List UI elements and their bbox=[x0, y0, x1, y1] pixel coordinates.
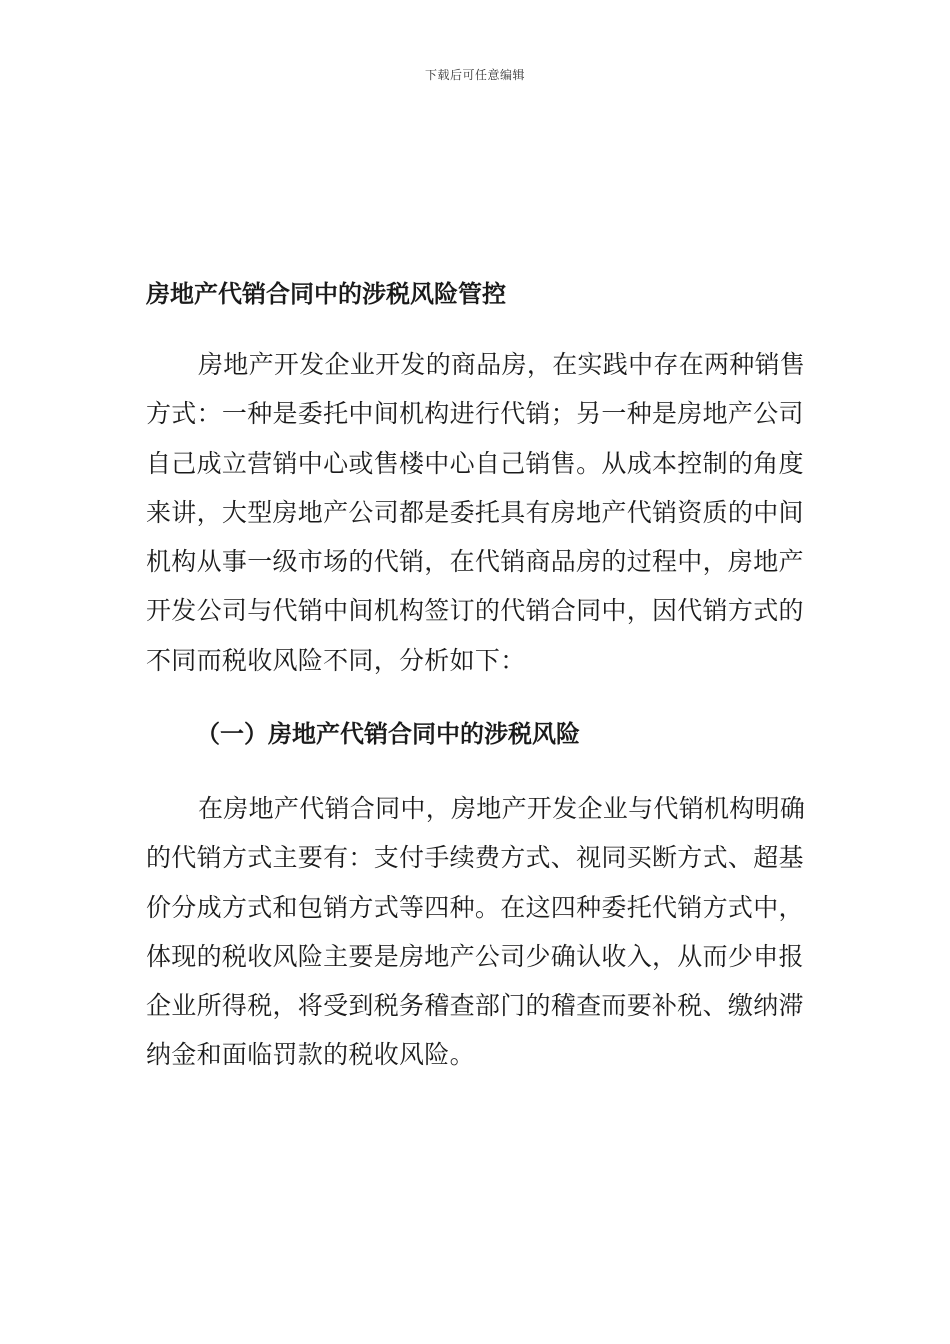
document-title: 房地产代销合同中的涉税风险管控 bbox=[146, 280, 506, 308]
header-note: 下载后可任意编辑 bbox=[424, 68, 525, 82]
body-paragraph-1: 房地产开发企业开发的商品房，在实践中存在两种销售方式：一种是委托中间机构进行代销；另一种是房地产公司自己成立营销中心或售楼中心自己销售。从成本控制的角度来讲，大型房地产公司都是委托具有房地产代销资质的中间机构从事一级市场的代销，在代销商品房的过程中，房地产开发公司与代销中间机构签订的代销合同中，因代销方式的不同而税收风险不同，分析如下： bbox=[146, 350, 806, 675]
body-paragraph-2: 在房地产代销合同中，房地产开发企业与代销机构明确的代销方式主要有：支付手续费方式、视同买断方式、超基价分成方式和包销方式等四种。在这四种委托代销方式中，体现的税收风险主要是房地产公司少确认收入，从而少申报企业所得税，将受到税务稽查部门的稽查而要补税、缴纳滞纳金和面临罚款的税收风险。 bbox=[146, 794, 806, 1070]
section-heading-1: （一）房地产代销合同中的涉税风险 bbox=[196, 720, 580, 748]
